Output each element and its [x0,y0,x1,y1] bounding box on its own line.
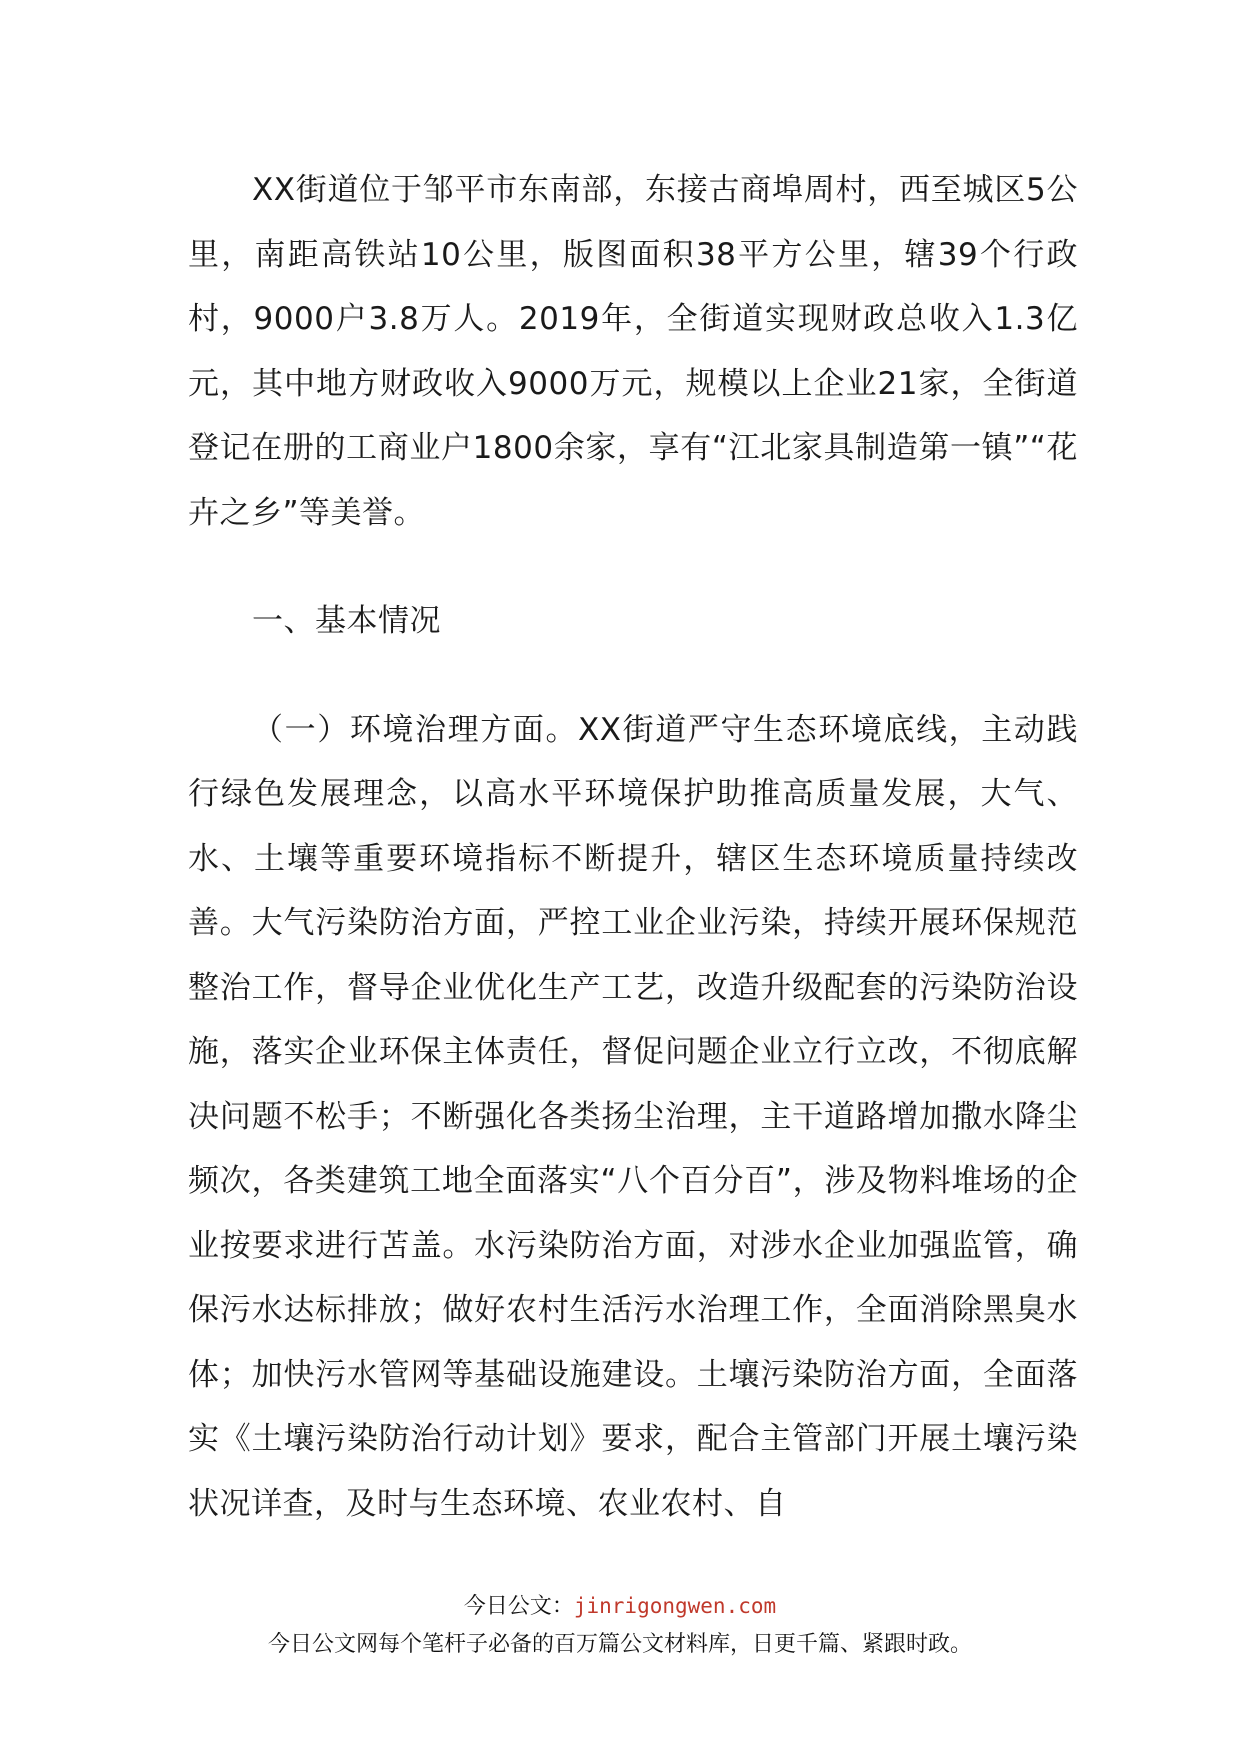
footer-link[interactable]: jinrigongwen.com [573,1594,777,1618]
footer-source [0,1591,1240,1622]
footer-tagline: 今日公文网每个笔杆子必备的百万篇公文材料库，日更千篇、紧跟时政。 [267,1632,972,1657]
paragraph-gap [188,654,1078,698]
document-body [188,158,1078,1536]
footer-label: 今日公文： [463,1594,574,1619]
section-paragraph: （一）环境治理方面。XX街道严守生态环境底线，主动践行绿色发展理念，以高水平环境保护助推高质量发展，大气、水、土壤等重要环境指标不断提升，辖区生态环境质量持续改善。大气污染防治方面，严控工业企业污染，持续开展环保规范整治工作，督导企业优化生产工艺，改造升级配套的污染防治设施，落实企业环保主体责任，督促问题企业立行立改，不彻底解决问题不松手；不断强化各类扬尘治理，主干道路增加撒水降尘频次，各类建筑工地全面落实“八个百分百”，涉及物料堆场的企业按要求进行苫盖。水污染防治方面，对涉水企业加强监管，确保污水达标排放；做好农村生活污水治理工作，全面消除黑臭水体；加快污水管网等基础设施建设。土壤污染防治方面，全面落实《土壤污染防治行动计划》要求，配合主管部门开展土壤污染状况详查，及时与生态环境、农业农村、自 [188,711,1078,1522]
intro-paragraph: XX街道位于邹平市东南部，东接古商埠周村，西至城区5公里，南距高铁站10公里，版图面积38平方公里，辖39个行政村，9000户3.8万人。2019年，全街道实现财政总收入1.3亿元，其中地方财政收入9000万元，规模以上企业21家，全街道登记在册的工商业户1800余家，享有“江北家具制造第一镇”“花卉之乡”等美誉。 [188,172,1078,531]
paragraph-gap [188,545,1078,589]
section-heading: 一、基本情况 [252,603,441,639]
